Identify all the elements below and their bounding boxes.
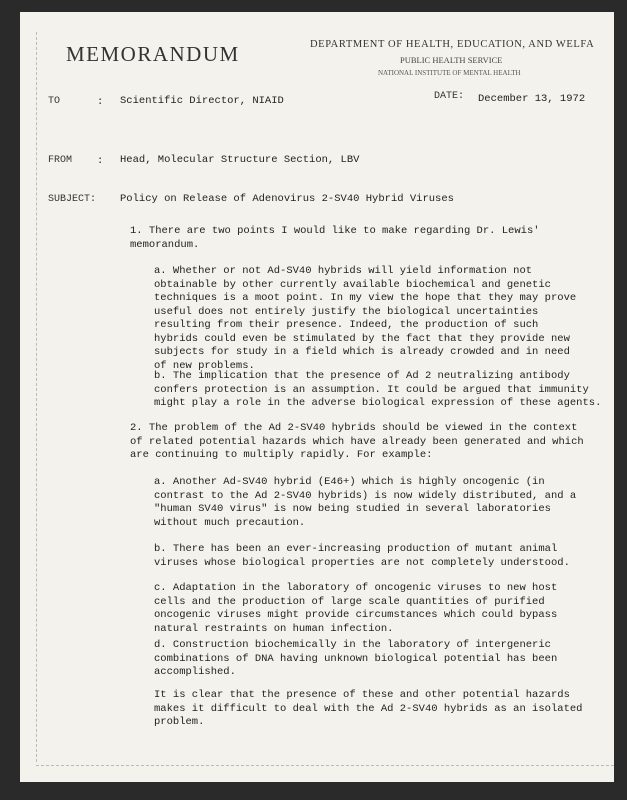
department-name: DEPARTMENT OF HEALTH, EDUCATION, AND WELFA	[310, 39, 595, 50]
paragraph-1a: a. Whether or not Ad-SV40 hybrids will yield information not obtainable by other currently available biochemical and genetic techniques is a moot point. In my view the hope that they may prove useful does not entirely justify the biological uncertainties resulting from their presence. Indeed, the production of such hybrids could even be stimulated by the fact that they provide new subjects for study in a field which is already crowded and in need of new problems.	[154, 265, 577, 372]
service-name: PUBLIC HEALTH SERVICE	[400, 55, 503, 65]
paragraph-2b: b. There has been an ever-increasing production of mutant animal viruses whose biological properties are not completely understood.	[154, 543, 570, 569]
institute-name: NATIONAL INSTITUTE OF MENTAL HEALTH	[378, 69, 521, 77]
to-label: TO	[48, 96, 61, 107]
to-value: Scientific Director, NIAID	[120, 95, 284, 107]
left-margin-rule	[36, 32, 37, 762]
date-value: December 13, 1972	[478, 93, 586, 105]
memo-title: MEMORANDUM	[66, 42, 240, 66]
bottom-margin-rule	[36, 765, 614, 766]
paragraph-2c: c. Adaptation in the laboratory of oncogenic viruses to new host cells and the production of large scale quantities of purified oncogenic viruses might provide circumstances which could bypass natural restraints on human infection.	[154, 582, 558, 635]
subject-value: Policy on Release of Adenovirus 2-SV40 Hybrid Viruses	[120, 193, 454, 205]
paragraph-1: 1. There are two points I would like to make regarding Dr. Lewis' memorandum.	[130, 225, 540, 251]
paragraph-1b: b. The implication that the presence of Ad 2 neutralizing antibody confers protection is an assumption. It could be argued that immunity might play a role in the adverse biological expression of these agents.	[154, 370, 602, 409]
paragraph-2a: a. Another Ad-SV40 hybrid (E46+) which is highly oncogenic (in contrast to the Ad 2-SV40 hybrids) is now widely distributed, and a "human SV40 virus" is now being studied in several laboratories without much precaution.	[154, 476, 577, 529]
memo-page	[20, 12, 614, 782]
from-colon: :	[97, 155, 104, 167]
from-label: FROM	[48, 155, 73, 166]
paragraph-2: 2. The problem of the Ad 2-SV40 hybrids should be viewed in the context of related potential hazards which have already been generated and which are continuing to multiply rapidly. For example:	[130, 422, 584, 461]
to-colon: :	[97, 96, 104, 108]
paragraph-2d: d. Construction biochemically in the laboratory of intergeneric combinations of DNA having unknown biological potential has been accomplished.	[154, 639, 558, 678]
date-label: DATE:	[434, 91, 465, 102]
from-value: Head, Molecular Structure Section, LBV	[120, 154, 360, 166]
paragraph-2e: It is clear that the presence of these and other potential hazards makes it difficult to deal with the Ad 2-SV40 hybrids as an isolated problem.	[154, 689, 583, 728]
subject-label: SUBJECT:	[48, 194, 97, 205]
